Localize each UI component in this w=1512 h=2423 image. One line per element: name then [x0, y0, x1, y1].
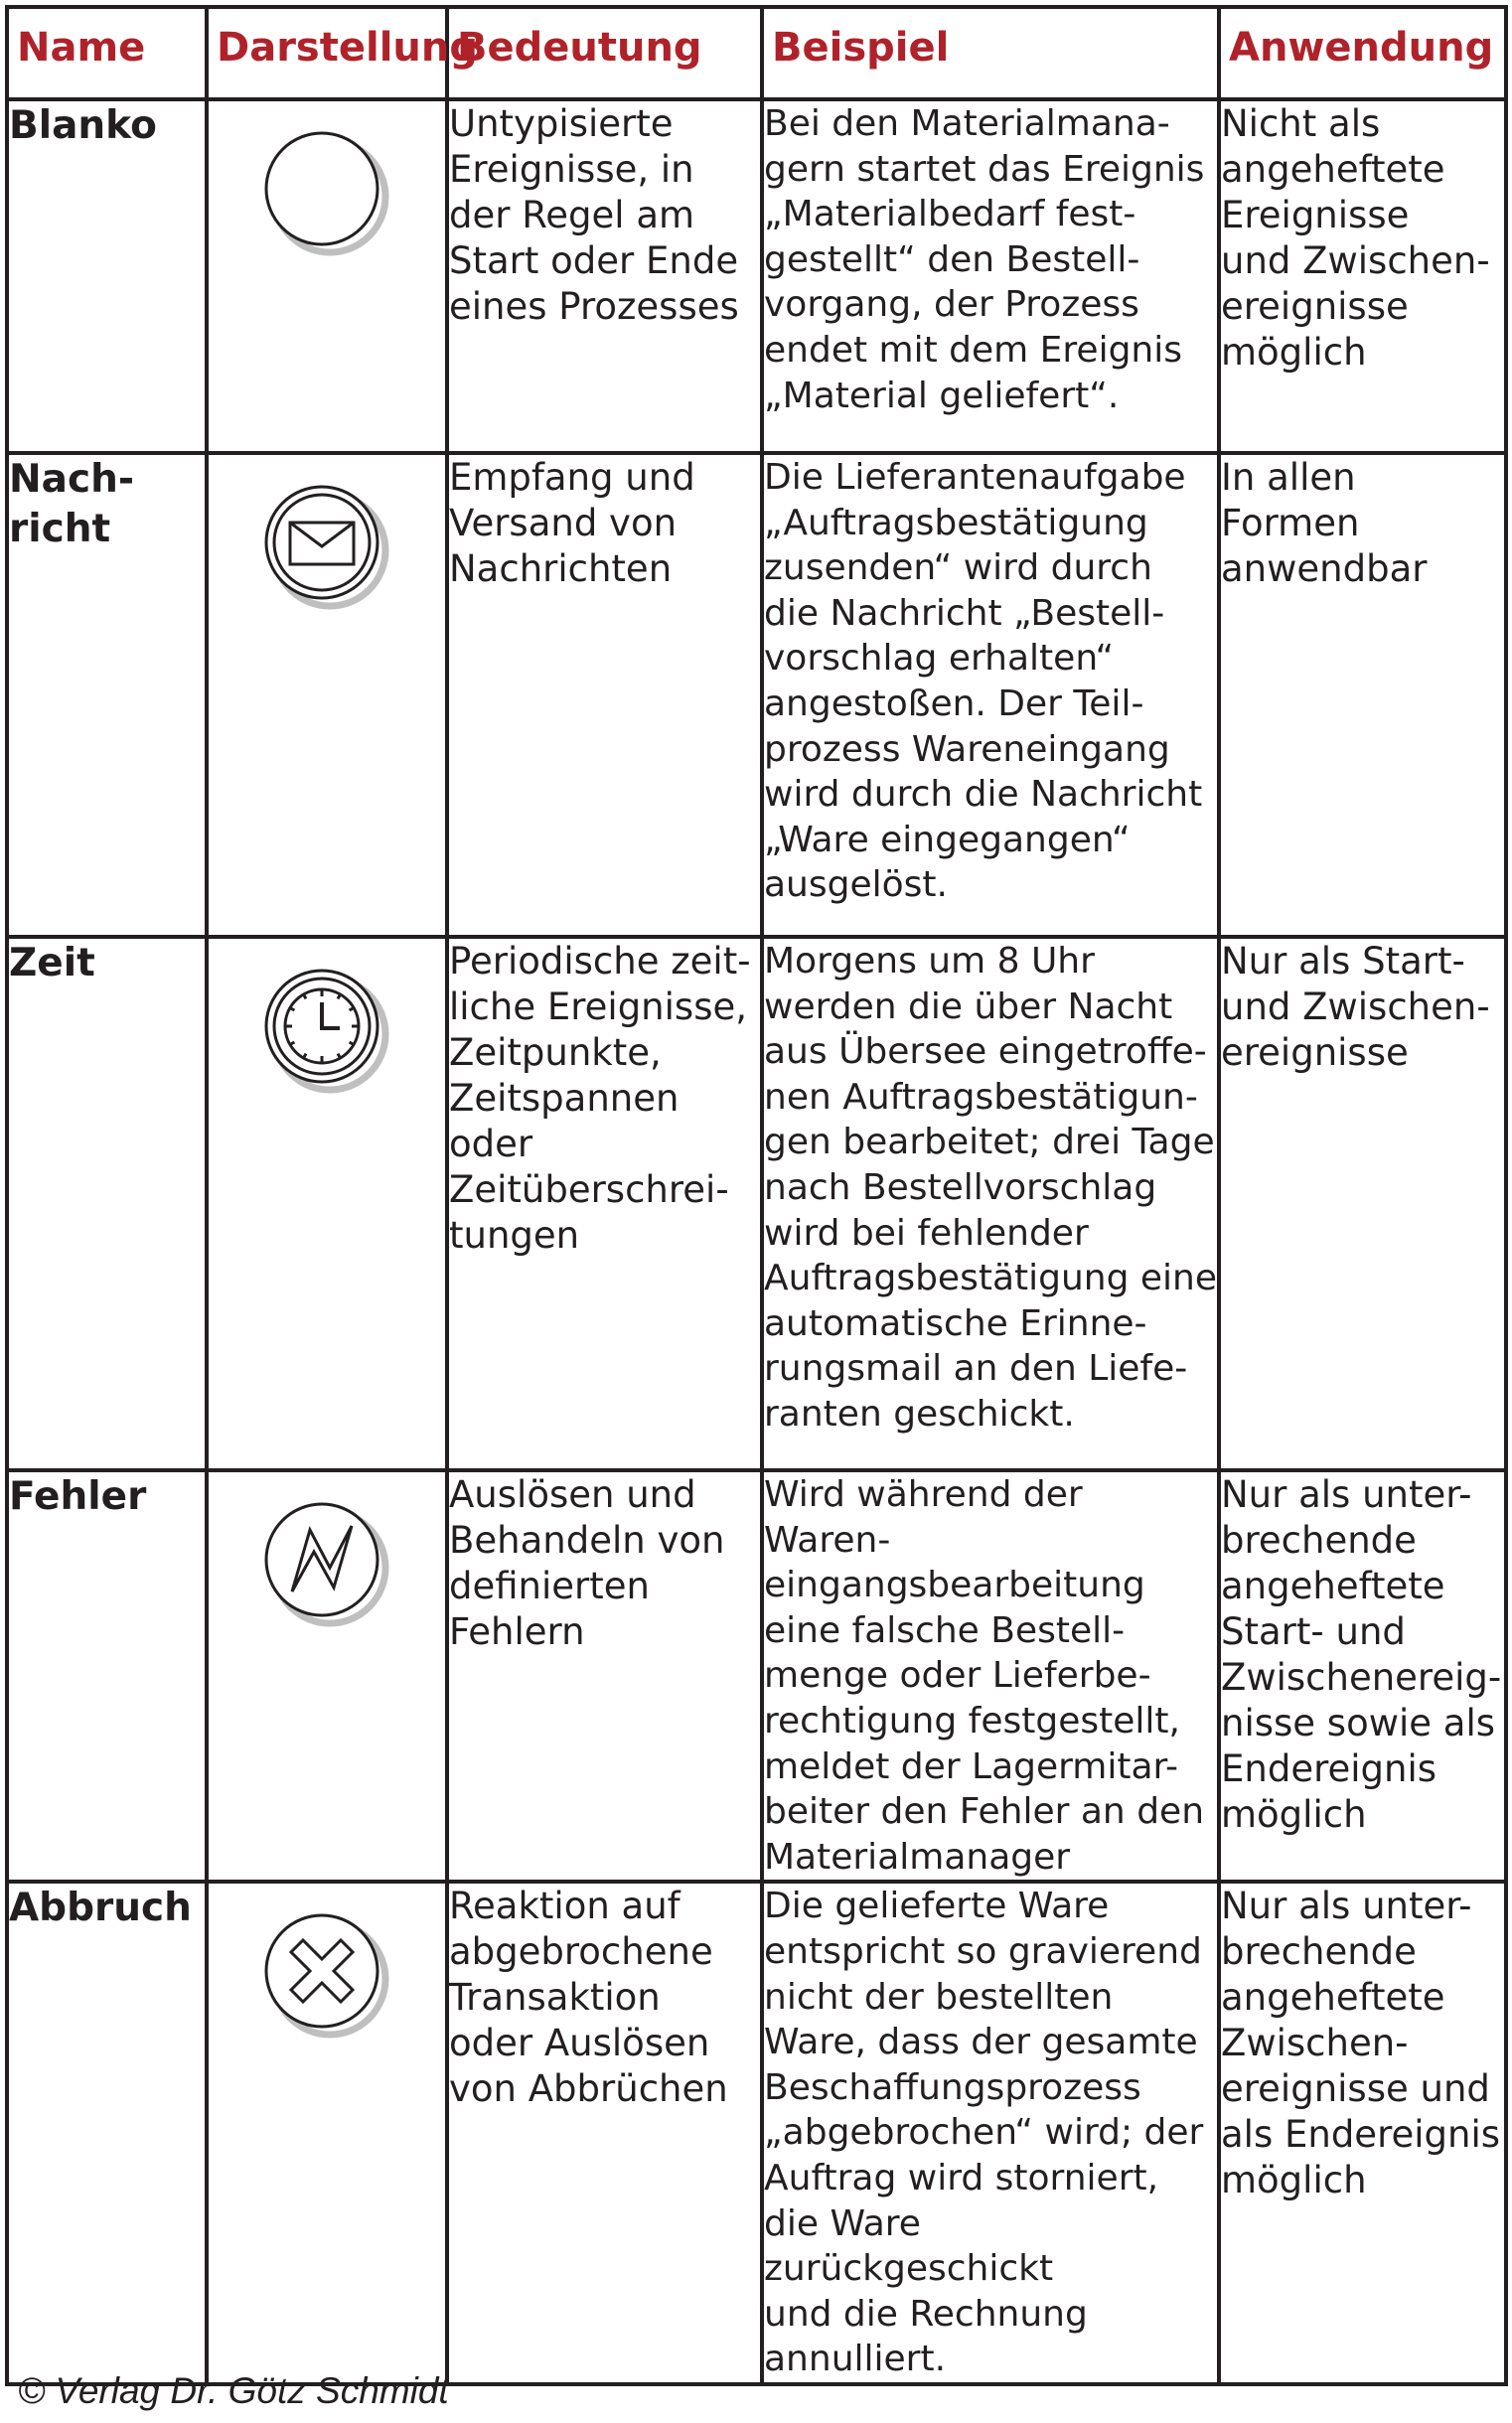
event-example: [762, 937, 1219, 1470]
header-row: [7, 7, 1506, 99]
header-anwendung: Anwendung: [1219, 7, 1506, 99]
event-usage-text: Nur als Start- und Zwischen- ereignisse: [1221, 940, 1490, 1074]
event-symbol-cell: [207, 99, 447, 453]
event-example-text: Bei den Materialmana- gern startet das Ereignis „Materialbedarf fest- gestellt“ den Bestell- vorgang, der Prozess endet mit dem Ereignis „Material geliefert“.: [764, 103, 1205, 416]
event-usage: [1219, 1882, 1506, 2384]
header-name: Name: [7, 7, 207, 99]
event-example-text: Die gelieferte Ware entspricht so gravierend nicht der bestellten Ware, dass der gesamte Beschaffungsprozess „abgebrochen“ wird; der Auftrag wird storniert, die Ware zurückgeschickt und die Rechnung annulliert.: [764, 1886, 1204, 2380]
event-meaning-text: Reaktion auf abgebrochene Transaktion oder Auslösen von Abbrüchen: [449, 1885, 728, 2111]
blank-event-circle-icon: [258, 125, 397, 264]
event-usage-text: In allen Formen anwendbar: [1221, 456, 1428, 590]
table-row-blanko: [7, 99, 1506, 453]
bpmn-event-types-table: [5, 5, 1508, 2386]
copyright-notice: © Verlag Dr. Götz Schmidt: [18, 2370, 449, 2411]
event-usage-text: Nur als unter- brechende angeheftete Zwischen- ereignisse und als Endereignis möglich: [1221, 1885, 1501, 2202]
event-name: [7, 99, 207, 453]
event-usage: [1219, 99, 1506, 453]
event-name: [7, 453, 207, 937]
event-symbol-cell: [207, 937, 447, 1470]
event-name-text: Blanko: [9, 103, 157, 148]
event-meaning: [447, 937, 762, 1470]
table-row-nachricht: [7, 453, 1506, 937]
event-meaning: [447, 453, 762, 937]
event-name-text: Nach- richt: [9, 457, 135, 551]
event-symbol-cell: [207, 453, 447, 937]
event-meaning: [447, 1470, 762, 1882]
event-usage-text: Nicht als angeheftete Ereignisse und Zwischen- ereignisse möglich: [1221, 102, 1490, 374]
event-name: [7, 1470, 207, 1882]
table-row-abbruch: [7, 1882, 1506, 2384]
event-meaning-text: Periodische zeit- liche Ereignisse, Zeitpunkte, Zeitspannen oder Zeitüberschrei- tungen: [449, 940, 751, 1257]
event-example-text: Die Lieferantenaufgabe „Auftragsbestätigung zusenden“ wird durch die Nachricht „Bestell- vorschlag erhalten“ angestoßen. Der Teil- prozess Wareneingang wird durch die Nachricht „Ware eingegangen“ ausgelöst.: [764, 457, 1203, 906]
event-name-text: Abbruch: [9, 1886, 192, 1931]
event-example: [762, 1470, 1219, 1882]
event-meaning-text: Empfang und Versand von Nachrichten: [449, 456, 695, 590]
event-symbol-cell: [207, 1470, 447, 1882]
event-example-text: Morgens um 8 Uhr werden die über Nacht aus Übersee eingetroffe- nen Auftragsbestätigun- gen bearbeitet; drei Tage nach Bestellvorschlag wird bei fehlender Auftragsbestätigung eine automatische Erinne- rungsmail an den Liefe- ranten geschickt.: [764, 941, 1218, 1435]
event-symbol-cell: [207, 1882, 447, 2384]
event-example: [762, 453, 1219, 937]
event-name: [7, 1882, 207, 2384]
event-meaning: [447, 1882, 762, 2384]
event-meaning: [447, 99, 762, 453]
event-name-text: Zeit: [9, 941, 95, 985]
clock-timer-icon: [258, 963, 397, 1102]
error-lightning-icon: [258, 1496, 397, 1635]
event-example: [762, 99, 1219, 453]
cancel-x-icon: [258, 1907, 397, 2046]
event-usage-text: Nur als unter- brechende angeheftete Start- und Zwischenereig- nisse sowie als Endereignis möglich: [1221, 1473, 1502, 1836]
table-row-fehler: [7, 1470, 1506, 1882]
header-beispiel: Beispiel: [762, 7, 1219, 99]
event-example-text: Wird während der Waren- eingangsbearbeitung eine falsche Bestell- menge oder Lieferbe- rechtigung festgestellt, meldet der Lagermitar- beiter den Fehler an den Materialmanager: [764, 1474, 1205, 1878]
event-name: [7, 937, 207, 1470]
event-usage: [1219, 937, 1506, 1470]
event-meaning-text: Auslösen und Behandeln von definierten Fehlern: [449, 1473, 725, 1653]
header-bedeutung: Bedeutung: [447, 7, 762, 99]
event-usage: [1219, 453, 1506, 937]
table-row-zeit: [7, 937, 1506, 1470]
event-meaning-text: Untypisierte Ereignisse, in der Regel am Start oder Ende eines Prozesses: [449, 102, 739, 328]
header-darstellung: Darstellung: [207, 7, 447, 99]
event-usage: [1219, 1470, 1506, 1882]
event-name-text: Fehler: [9, 1474, 147, 1519]
event-example: [762, 1882, 1219, 2384]
message-envelope-icon: [258, 479, 397, 618]
